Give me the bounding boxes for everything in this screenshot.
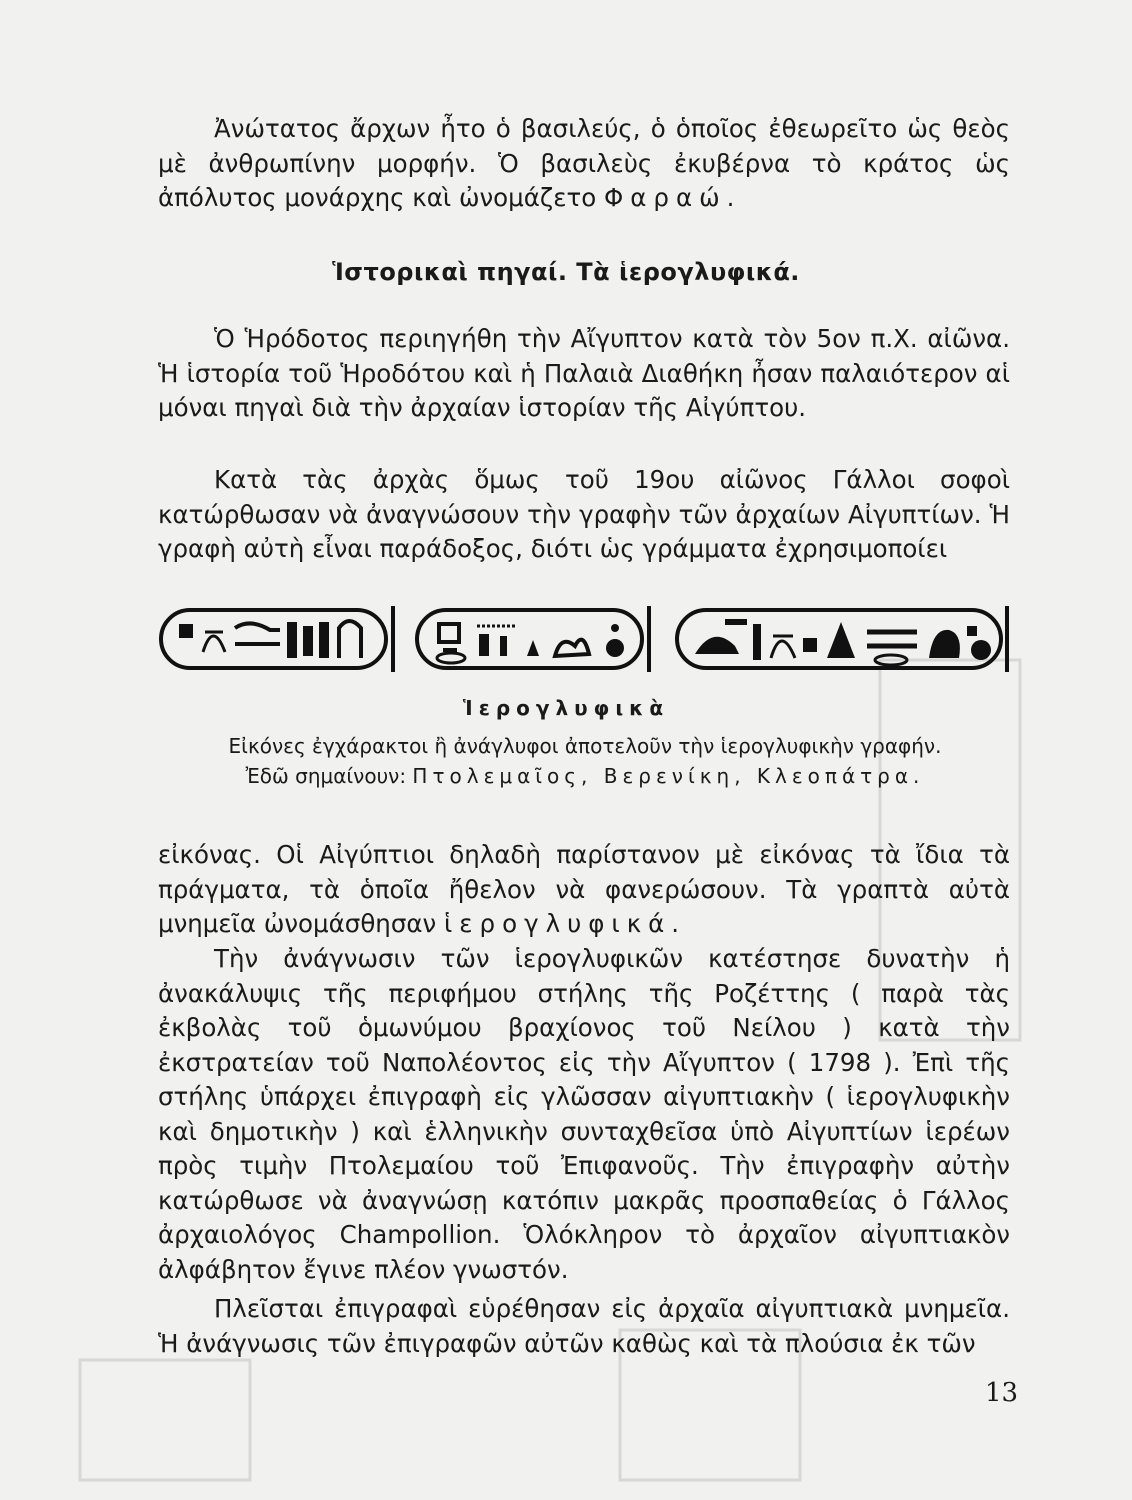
figure-caption-line-1: Εἰκόνες ἐγχάρακτοι ἢ ἀνάγλυφοι ἀποτελοῦν τὴν ἱερογλυφικὴν γραφήν. — [228, 734, 942, 758]
pharaoh-word: Φαραώ — [604, 183, 727, 212]
paragraph-images: εἰκόνας. Οἱ Αἰγύπτιοι δηλαδὴ παρίστανον μὲ εἰκόνας τὰ ἴδια τὰ πράγματα, τὰ ὁποῖα ἤθελον νὰ φανερώσουν. Τὰ γραπτὰ αὐτὰ μνημεῖα ὠνομάσθησαν ἱερογλυφικά. — [158, 840, 1010, 938]
paragraph-rosetta: Τὴν ἀνάγνωσιν τῶν ἱερογλυφικῶν κατέστησε δυνατὴν ἡ ἀνακάλυψις τῆς περιφήμου στήλης τῆς Ροζέττης ( παρὰ τὰς ἐκβολὰς τοῦ ὁμωνύμου βραχίονος τοῦ Νείλου ) κατὰ τὴν ἐκστρατείαν τοῦ Ναπολέοντος εἰς τὴν Αἴγυπτον ( 1798 ). Ἐπὶ τῆς στήλης ὑπάρχει ἐπιγραφὴ εἰς γλῶσσαν αἰγυπτιακὴν ( ἱερογλυφικὴν καὶ δημοτικὴν ) καὶ ἑλληνικὴν συνταχθεῖσα ὑπὸ Αἰγυπτίων ἱερέων πρὸς τιμὴν Πτολεμαίου τοῦ Ἐπιφανοῦς. Τὴν ἐπιγραφὴν αὐτὴν κατώρθωσε νὰ ἀναγνώσῃ κατόπιν μακρᾶς προσπαθείας ὁ Γάλλος ἀρχαιολόγος Champollion. Ὁλόκληρον τὸ ἀρχαῖον αἰγυπτιακὸν ἀλφάβητον ἔγινε πλέον γνωστόν. — [158, 944, 1010, 1284]
caption-names: Πτολεμαῖος, Βερενίκη, Κλεοπάτρα. — [412, 764, 925, 788]
paragraph-inscriptions: Πλεῖσται ἐπιγραφαὶ εὑρέθησαν εἰς ἀρχαῖα αἰγυπτιακὰ μνημεῖα. Ἡ ἀνάγνωσις τῶν ἐπιγραφῶν αὐτῶν καθὼς καὶ τὰ πλούσια ἐκ τῶν — [158, 1294, 1010, 1358]
hieroglyph-cartouches — [155, 602, 1015, 682]
cartouche-ptolemy — [161, 606, 393, 672]
paragraph-pharaoh: Ἀνώτατος ἄρχων ἦτο ὁ βασιλεύς, ὁ ὁποῖος ἐθεωρεῖτο ὡς θεὸς μὲ ἀνθρωπίνην μορφήν. Ὁ βασιλεὺς ἐκυβέρνα τὸ κράτος ὡς ἀπόλυτος μονάρχης καὶ ὠνομάζετο Φαραώ. — [158, 114, 1010, 212]
section-heading: Ἱστορικαὶ πηγαί. Τὰ ἱερογλυφικά. — [332, 258, 800, 286]
figure-caption-title: Ἱερογλυφικὰ — [462, 696, 670, 720]
caption-prefix: Ἐδῶ σημαίνουν: — [245, 764, 407, 788]
figure-caption-line-2 — [155, 764, 1015, 788]
page-number: 13 — [985, 1378, 1019, 1408]
hieroglyphics-word: ἱερογλυφικά — [444, 909, 672, 938]
paragraph-text: Ἀνώτατος ἄρχων ἦτο ὁ βασιλεύς, ὁ ὁποῖος ἐθεωρεῖτο ὡς θεὸς μὲ ἀνθρωπίνην μορφήν. Ὁ βασιλεὺς ἐκυβέρνα τὸ κράτος ὡς ἀπόλυτος μονάρχης καὶ ὠνομάζετο — [158, 114, 1010, 212]
cartouche-cleopatra — [677, 606, 1007, 672]
paragraph-text: εἰκόνας. Οἱ Αἰγύπτιοι δηλαδὴ παρίστανον μὲ εἰκόνας τὰ ἴδια τὰ πράγματα, τὰ ὁποῖα ἤθελον νὰ φανερώσουν. Τὰ γραπτὰ αὐτὰ μνημεῖα ὠνομάσθησαν — [158, 840, 1010, 938]
paragraph-herodotus: Ὁ Ἡρόδοτος περιηγήθη τὴν Αἴγυπτον κατὰ τὸν 5ον π.Χ. αἰῶνα. Ἡ ἱστορία τοῦ Ἡροδότου καὶ ἡ Παλαιὰ Διαθήκη ἦσαν παλαιότερον αἱ μόναι πηγαὶ διὰ τὴν ἀρχαίαν ἱστορίαν τῆς Αἰγύπτου. — [158, 324, 1010, 422]
cartouche-berenice — [417, 606, 649, 672]
paragraph-french-scholars: Κατὰ τὰς ἀρχὰς ὅμως τοῦ 19ου αἰῶνος Γάλλοι σοφοὶ κατώρθωσαν νὰ ἀναγνώσουν τὴν γραφὴν τῶν ἀρχαίων Αἰγυπτίων. Ἡ γραφὴ αὐτὴ εἶναι παράδοξος, διότι ὡς γράμματα ἐχρησιμοποίει — [158, 465, 1010, 563]
